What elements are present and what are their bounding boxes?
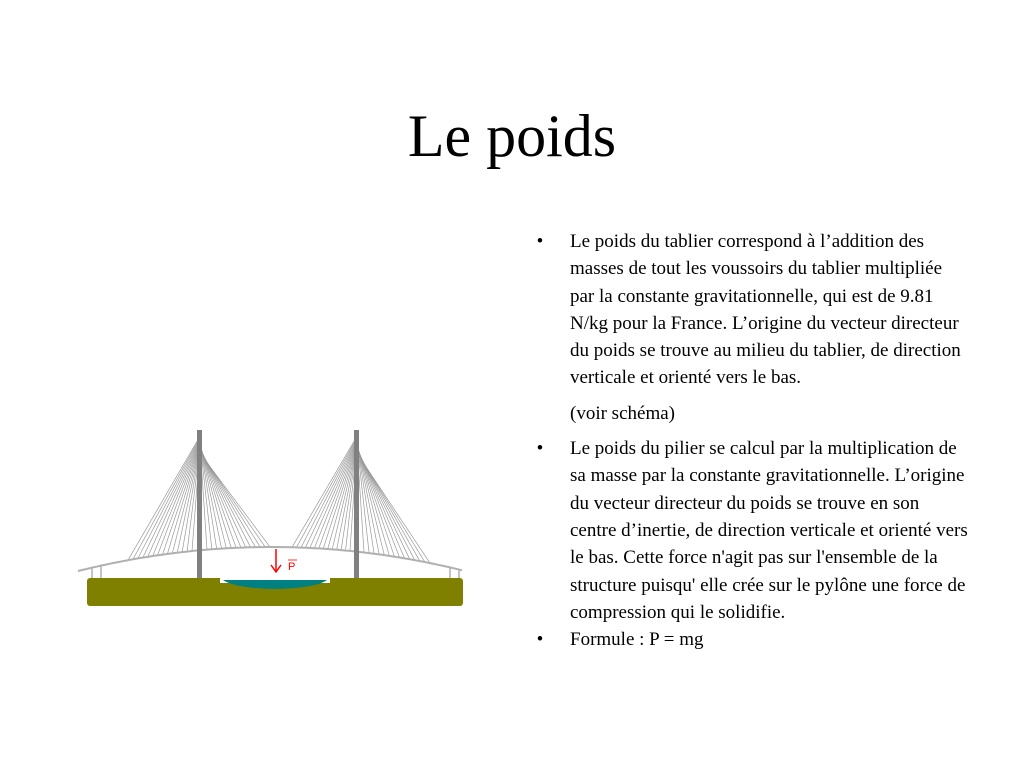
bullet-pylon-weight — [530, 435, 970, 626]
bullet-marker: • — [536, 438, 544, 460]
bullet-text: Le poids du pilier se calcul par la multiplication de sa masse par la constante gravitationnelle. L’origine du vecteur directeur du poids se trouve en son centre d’inertie, de direction verticale et orienté vers le bas. Cette force n'agit pas sur l'ensemble de la structure puisqu' elle crée sur le pylône une force de compression qui le solidifie. — [570, 438, 968, 623]
bullet-marker: • — [536, 629, 544, 651]
bullet-formula — [530, 626, 970, 653]
bullet-text: Formule : P = mg — [570, 629, 704, 651]
see-diagram-note: (voir schéma) — [570, 402, 675, 424]
slide-content — [530, 228, 970, 653]
right-pylon — [354, 430, 359, 578]
slide-title: Le poids — [407, 103, 617, 169]
weight-force-arrow — [271, 549, 281, 572]
bullet-marker: • — [536, 231, 544, 252]
bridge-diagram — [70, 425, 480, 615]
bullet-text: Le poids du tablier correspond à l’addition des masses de tout les voussoirs du tablier multipliée par la constante gravitationnelle, qui est de 9.81 N/kg pour la France. L’origine du vecteur directeur du poids se trouve au milieu du tablier, de direction verticale et orienté vers le bas. — [570, 231, 961, 389]
stay-cables — [128, 437, 430, 563]
weight-force-label: P — [288, 561, 296, 573]
left-pylon — [197, 430, 202, 578]
bridge-deck — [78, 547, 462, 571]
bullet-deck-weight — [530, 228, 970, 392]
